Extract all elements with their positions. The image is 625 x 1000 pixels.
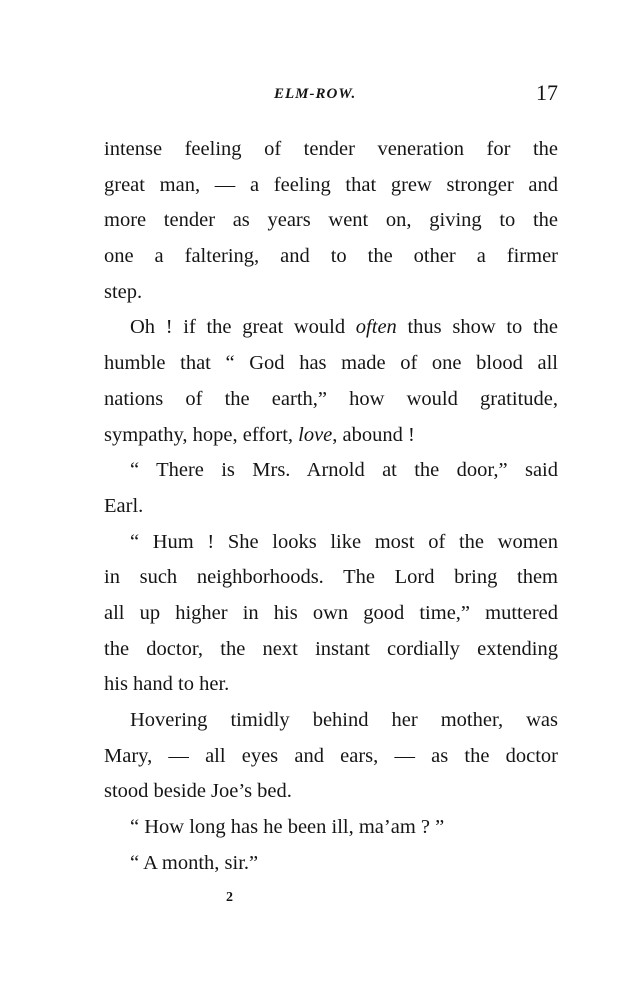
text-segment: “ How long has he been ill, ma’am ? ”	[130, 816, 445, 839]
text-line	[104, 774, 558, 810]
text-segment: “ Hum ! She looks like most of the women	[130, 530, 558, 553]
italic-text: love	[298, 423, 333, 446]
text-line	[104, 632, 558, 668]
text-line	[104, 810, 558, 846]
text-segment: humble that “ God has made of one blood all	[104, 352, 558, 375]
text-segment: Mary, — all eyes and ears, — as the doctor	[104, 744, 558, 767]
text-line	[104, 382, 558, 418]
text-line	[104, 596, 558, 632]
text-segment: Hovering timidly behind her mother, was	[130, 709, 558, 731]
text-line	[104, 132, 558, 168]
text-line	[104, 239, 558, 275]
text-segment: “ A month, sir.”	[130, 851, 259, 874]
text-line	[104, 560, 558, 596]
text-segment: one a faltering, and to the other a firmer	[104, 245, 558, 268]
text-line	[104, 703, 558, 739]
italic-text: often	[355, 316, 397, 339]
running-head	[104, 80, 558, 110]
text-line	[104, 346, 558, 382]
text-segment: “ There is Mrs. Arnold at the door,” said	[130, 459, 558, 482]
text-segment: thus show to the	[396, 316, 558, 339]
text-line	[104, 846, 558, 882]
text-line	[104, 739, 558, 775]
text-line	[104, 203, 558, 239]
text-segment: Earl.	[104, 494, 144, 517]
text-segment: intense feeling of tender veneration for the	[104, 138, 558, 160]
text-segment: sympathy, hope, effort,	[104, 423, 299, 446]
text-segment: Oh ! if the great would	[130, 316, 356, 339]
body-text	[104, 132, 558, 881]
text-segment: all up higher in his own good time,” muttered	[104, 601, 558, 624]
signature-mark: 2	[226, 890, 233, 905]
text-segment: more tender as years went on, giving to the	[104, 209, 558, 232]
text-segment: stood beside Joe’s bed.	[104, 780, 292, 803]
text-line	[104, 525, 558, 561]
text-line	[104, 310, 558, 346]
text-line	[104, 489, 558, 525]
text-segment: nations of the earth,” how would gratitude,	[104, 387, 558, 410]
running-title: ELM-ROW.	[274, 86, 357, 102]
text-line	[104, 667, 558, 703]
text-line	[104, 418, 558, 454]
text-segment: in such neighborhoods. The Lord bring them	[104, 566, 558, 589]
text-line	[104, 275, 558, 311]
text-segment: great man, — a feeling that grew stronger and	[104, 173, 558, 196]
text-line	[104, 453, 558, 489]
page-number: 17	[536, 80, 558, 105]
text-line	[104, 168, 558, 204]
text-segment: , abound !	[332, 423, 415, 446]
text-segment: his hand to her.	[104, 673, 230, 696]
text-segment: step.	[104, 280, 143, 303]
text-segment: the doctor, the next instant cordially extending	[104, 637, 558, 660]
